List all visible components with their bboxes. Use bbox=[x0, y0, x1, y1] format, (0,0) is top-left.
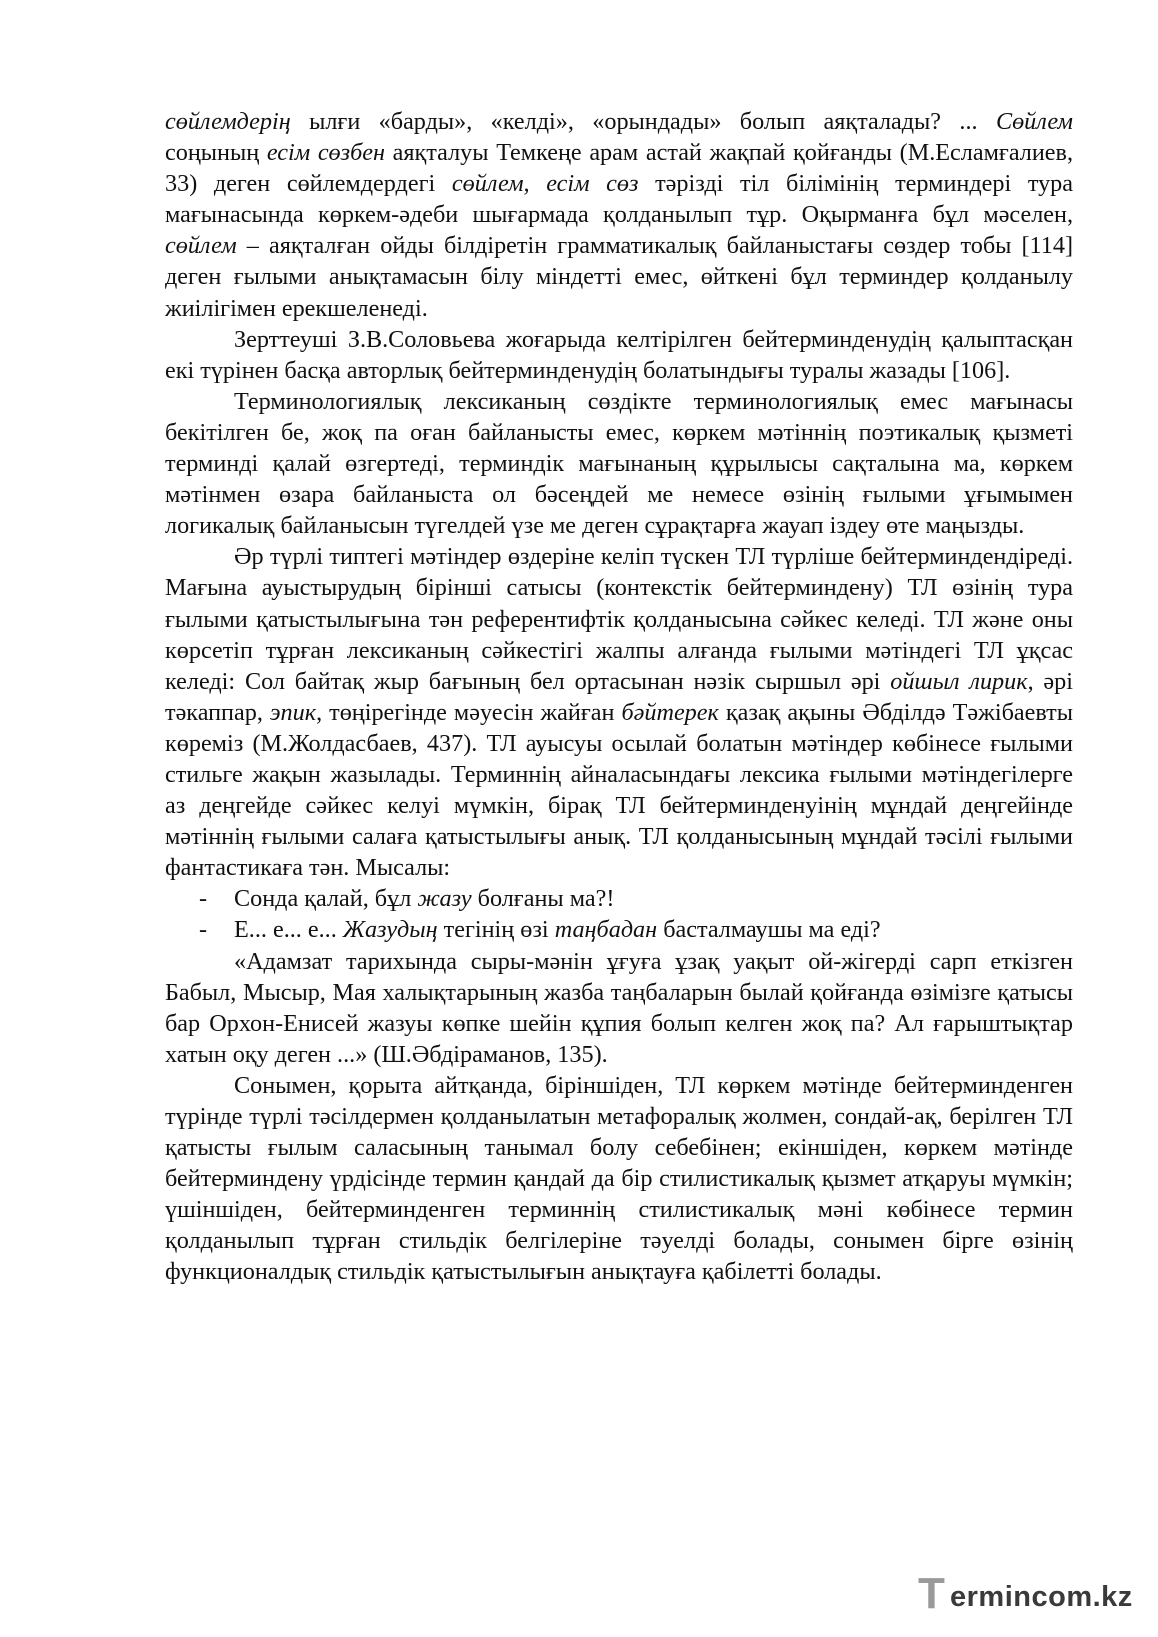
dash-marker: - bbox=[199, 916, 208, 944]
paragraph-4 bbox=[165, 541, 1073, 883]
text-span: болғаны ма?! bbox=[471, 885, 615, 913]
dash-marker: - bbox=[199, 885, 208, 913]
text-span: – аяқталған ойды білдіретін грамматикалық байланыстағы сөздер тобы [114] деген ғылыми анықтамасын білу міндетті емес, өйткені бұл терминдер қолданылу жиілігімен ерекшеленеді. bbox=[165, 232, 1073, 322]
italic-term: эпик bbox=[269, 698, 317, 726]
logo-wordmark: ermincom.kz bbox=[950, 1581, 1133, 1613]
text-span: басталмаушы ма еді? bbox=[657, 916, 881, 944]
italic-term: таңбадан bbox=[554, 916, 658, 944]
text-span: тәрізді тіл білімінің терминдері тура мағынасында көркем-әдеби шығармада қолданылып тұр. Оқырманға бұл мәселен, bbox=[165, 170, 1074, 229]
text-span: ылғи «барды», «келді», «орындады» болып аяқталады? ... bbox=[290, 108, 996, 135]
paragraph-2: Зерттеуші З.В.Соловьева жоғарыда келтірілген бейтерминденудің қалыптасқан екі түрінен басқа авторлық бейтерминденудің болатындығы туралы жазады [106]. bbox=[165, 325, 1073, 384]
text-span: Е... е... е... bbox=[234, 916, 343, 944]
italic-term: бәйтерек bbox=[621, 698, 719, 726]
italic-term: есім сөзбен bbox=[266, 139, 385, 167]
text-span: Сонда қалай, бұл bbox=[234, 885, 418, 913]
logo-letter-t: T bbox=[918, 1569, 945, 1618]
paragraph-5: «Адамзат тарихында сыры-мәнін ұғуға ұзақ уақыт ой-жігерді сарп еткізген Бабыл, Мысыр, Мая халықтарының жазба таңбаларын былай қойғанда өзімізге қатысы бар Орхон-Енисей жазуы көпке шейін құпия болып келген жоқ па? Ал ғарыштықтар хатын оқу деген ...» (Ш.Әбдіраманов, 135). bbox=[165, 947, 1073, 1068]
dialogue-line-1 bbox=[165, 883, 1073, 914]
italic-term: жазу bbox=[417, 885, 472, 913]
document-body bbox=[165, 106, 1073, 1288]
text-span: соңының bbox=[165, 139, 267, 167]
italic-term: сөйлемдерің bbox=[165, 108, 291, 135]
italic-term: сөйлем bbox=[165, 232, 237, 260]
text-span: , төңірегінде мәуесін жайған bbox=[316, 698, 622, 726]
text-span: қазақ ақыны Әбділдә Тәжібаевты көреміз (М.Жолдасбаев, 437). ТЛ ауысуы осылай болатын мәтіндер көбінесе ғылыми стильге жақын жазылады. Терминнің айналасындағы лексика ғылыми мәтіндегілерге аз деңгейде сәйкес келуі мүмкін, бірақ ТЛ бейтерминденуінің мұндай деңгейінде мәтіннің ғылыми салаға қатыстылығы анық. ТЛ қолданысының мұндай тәсілі ғылыми фантастикаға тән. Мысалы: bbox=[165, 698, 1073, 882]
text-span: тегінің өзі bbox=[437, 916, 555, 944]
italic-term: Сөйлем bbox=[995, 108, 1073, 135]
text-span: Әр түрлі типтегі мәтіндер өздеріне келіп түскен ТЛ түрліше бейтерминдендіреді. Мағына ауыстырудың бірінші сатысы (контекстік бейтерминдену) ТЛ өзінің тура ғылыми қатыстылығына тән референтифтік қолданысына сәйкес келеді. ТЛ және оны көрсетіп тұрған лексиканың сәйкестігі жалпы алғанда ғылыми мәтіндегі ТЛ ұқсас келеді: Сол байтақ жыр бағының бел ортасынан нәзік сыршыл әрі bbox=[165, 543, 1073, 695]
italic-term: Жазудың bbox=[342, 916, 438, 944]
paragraph-1 bbox=[165, 106, 1073, 324]
dialogue-line-2 bbox=[165, 914, 1073, 945]
text-span: аяқталуы Темкеңе арам астай жақпай қойғанды (М.Есламғалиев, 33) деген сөйлемдердегі bbox=[165, 139, 1073, 198]
paragraph-6: Сонымен, қорыта айтқанда, біріншіден, ТЛ көркем мәтінде бейтерминденген түрінде түрлі тәсілдермен қолданылатын метафоралық жолмен, сондай-ақ, берілген ТЛ қатысты ғылым саласының танымал болу себебінен; екіншіден, көркем мәтінде бейтерминдену үрдісінде термин қандай да бір стилистикалық қызмет атқаруы мүмкін; үшіншіден, бейтерминденген терминнің стилистикалық мәні көбінесе термин қолданылып тұрған стильдік белгілеріне тәуелді болады, сонымен бірге өзінің функционалдық стильдік қатыстылығын анықтауға қабілетті болады. bbox=[165, 1071, 1073, 1286]
paragraph-3: Терминологиялық лексиканың сөздікте терминологиялық емес мағынасы бекітілген бе, жоқ па оған байланысты емес, көркем мәтіннің поэтикалық қызметі терминді қалай өзгертеді, терминдік мағынаның құрылысы сақталына ма, көркем мәтінмен өзара байланыста ол бәсеңдей ме немесе өзінің ғылыми ұғымымен логикалық байланысын түгелдей үзе ме деген сұрақтарға жауап іздеу өте маңызды. bbox=[165, 387, 1073, 540]
italic-term: сөйлем, есім сөз bbox=[451, 170, 639, 198]
text-span: , әрі тәкаппар, bbox=[165, 667, 1073, 726]
italic-term: ойшыл лирик bbox=[890, 667, 1028, 695]
termincom-logo bbox=[918, 1571, 1138, 1617]
